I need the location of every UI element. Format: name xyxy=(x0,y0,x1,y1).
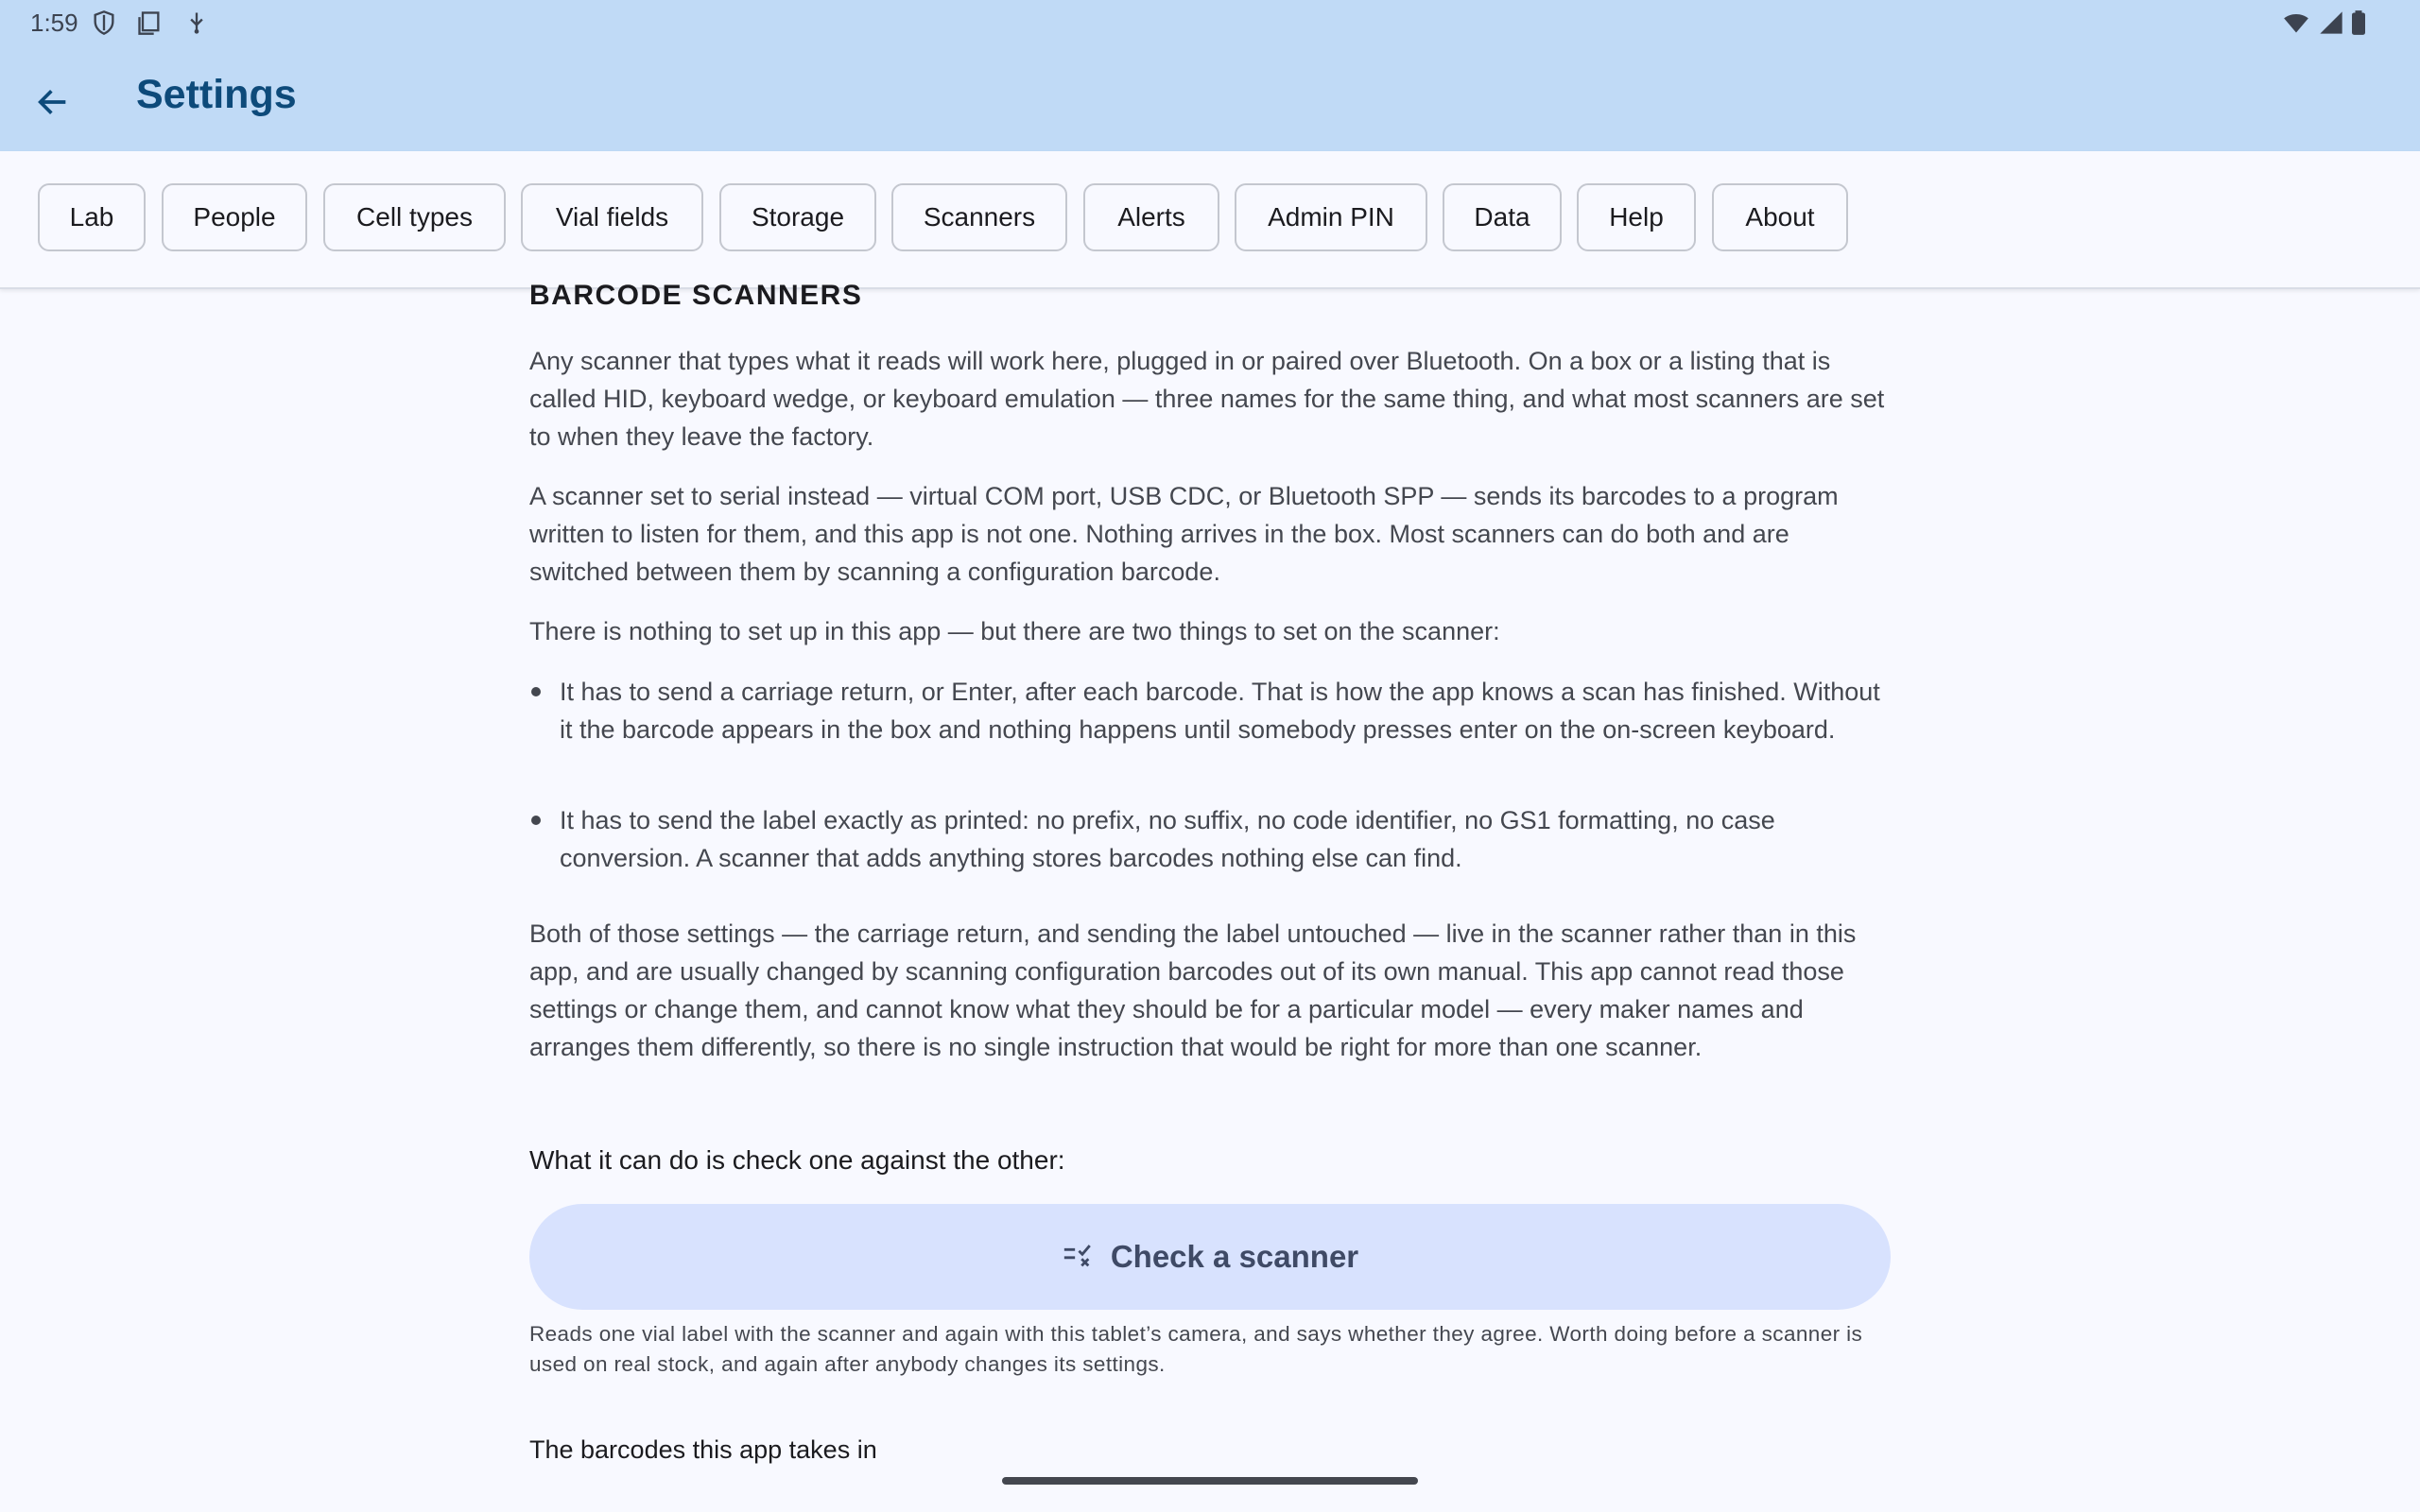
tab-about[interactable]: About xyxy=(1712,183,1848,251)
bullet-text-label-exact: It has to send the label exactly as printed: no prefix, no suffix, no code identifier, no GS1 formatting, no case conversion. A scanner that adds anything stores barcodes nothing else can find. xyxy=(560,806,1775,872)
checklist-icon xyxy=(1062,1239,1094,1276)
bullet-text-carriage-return: It has to send a carriage return, or Enter, after each barcode. That is how the app knows a scan has finished. Without it the barcode appears in the box and nothing happens until somebody presses enter on the on-screen keyboard. xyxy=(560,678,1880,744)
tab-help[interactable]: Help xyxy=(1577,183,1696,251)
tab-data[interactable]: Data xyxy=(1443,183,1562,251)
check-scanner-label: Check a scanner xyxy=(1110,1239,1359,1274)
tab-alerts[interactable]: Alerts xyxy=(1083,183,1219,251)
cut-off-text: The barcodes this app takes in xyxy=(529,1435,877,1464)
tab-storage[interactable]: Storage xyxy=(719,183,876,251)
tab-lab[interactable]: Lab xyxy=(38,183,146,251)
status-time: 1:59 xyxy=(30,9,78,37)
gesture-handle[interactable] xyxy=(1002,1477,1418,1485)
tab-people[interactable]: People xyxy=(162,183,307,251)
tab-cell-types[interactable]: Cell types xyxy=(323,183,506,251)
battery-icon xyxy=(2348,9,2375,36)
paragraph-settings-location: Both of those settings — the carriage return, and sending the label untouched — live in the scanner rather than in this app, and are usually changed by scanning configuration barcodes out of its own manual. This app cannot read those settings or change them, and cannot know what they should be for a particular model — every maker names and arranges them differently, so there is no single instruction that would be right for more than one scanner. xyxy=(529,919,1857,1061)
paragraph-setup-intro: There is nothing to set up in this app — but there are two things to set on the scanner: xyxy=(529,617,1500,645)
arrow-back-icon xyxy=(34,83,72,126)
shield-icon xyxy=(91,9,117,36)
check-lead-text: What it can do is check one against the other: xyxy=(529,1145,1065,1175)
paragraph-serial: A scanner set to serial instead — virtual COM port, USB CDC, or Bluetooth SPP — sends its barcodes to a program written to listen for them, and this app is not one. Nothing arrives in the box. Most scanners can do both and are switched between them by scanning a configuration barcode. xyxy=(529,482,1839,586)
paragraph-hid: Any scanner that types what it reads will work here, plugged in or paired over Bluetooth. On a box or a listing that is called HID, keyboard wedge, or keyboard emulation — three names for the same thing, and what most scanners are set to when they leave the factory. xyxy=(529,347,1885,451)
status-bar xyxy=(0,0,2420,45)
tab-admin-pin[interactable]: Admin PIN xyxy=(1235,183,1427,251)
back-button[interactable] xyxy=(23,74,83,134)
page-title: Settings xyxy=(136,72,297,117)
bullet-dot xyxy=(531,816,541,825)
section-heading: BARCODE SCANNERS xyxy=(529,280,863,311)
settings-tab-strip xyxy=(0,151,2420,289)
tab-scanners[interactable]: Scanners xyxy=(891,183,1067,251)
check-scanner-button[interactable] xyxy=(529,1204,1891,1310)
app-bar xyxy=(0,45,2420,151)
tab-vial-fields[interactable]: Vial fields xyxy=(521,183,703,251)
cell-signal-icon xyxy=(2318,9,2344,36)
usb-debug-icon xyxy=(183,9,210,36)
check-scanner-caption: Reads one vial label with the scanner and again with this tablet’s camera, and says whether they agree. Worth doing before a scanner is used on real stock, and again after anybody changes its settings. xyxy=(529,1322,1863,1376)
screenshot-icon xyxy=(136,9,163,36)
wifi-icon xyxy=(2282,9,2308,36)
bullet-dot xyxy=(531,687,541,696)
